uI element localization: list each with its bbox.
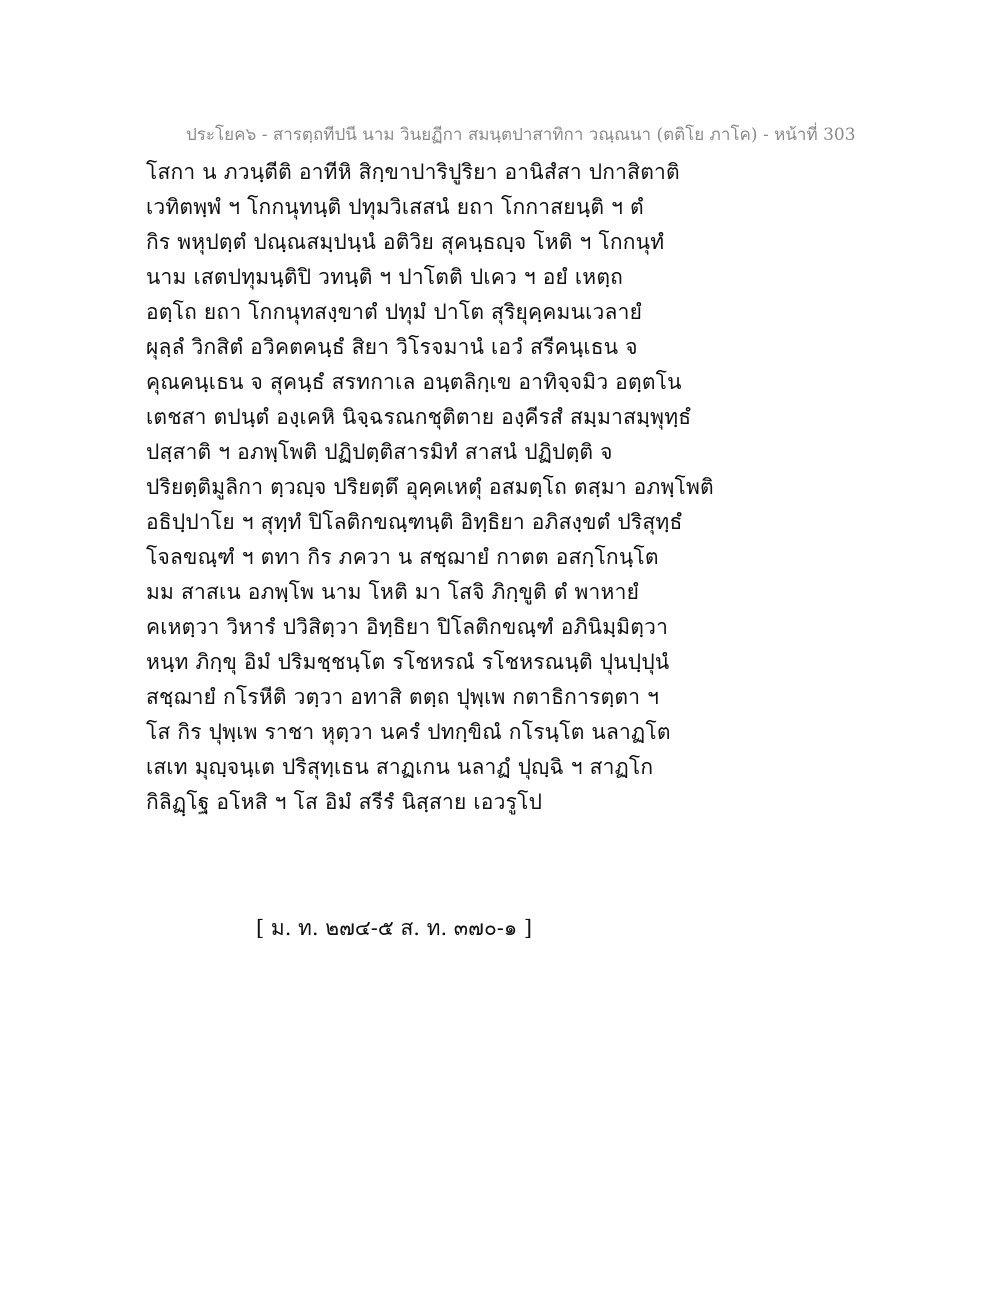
text-line: ปริยตฺติมูลิกา ตฺวญฺจ ปริยตฺตึ อุคฺคเหตุํ อสมตฺโถ ตสฺมา อภพฺโพติ [146, 475, 714, 499]
text-line: ปสฺสาติ ฯ อภพฺโพติ ปฏิปตฺติสารมิทํ สาสนํ ปฏิปตฺติ จ [146, 440, 613, 464]
text-line: สชฺฌายํ กโรหีติ วตฺวา อทาสิ ตตฺถ ปุพฺเพ กตาธิการตฺตา ฯ [146, 685, 660, 709]
text-line: กิร พหุปตฺตํ ปณฺณสมฺปนฺนํ อติวิย สุคนฺธญฺจ โหติ ฯ โกกนุทํ [146, 230, 665, 254]
text-line: อธิปฺปาโย ฯ สุทฺทํ ปิโลติกขณฺฑนฺติ อิทฺธิยา อภิสงฺขตํ ปริสุทฺธํ [146, 510, 683, 534]
text-line: โสกา น ภวนฺตีติ อาทีหิ สิกฺขาปาริปูริยา อานิสํสา ปกาสิตาติ [146, 160, 680, 184]
text-line: เตชสา ตปนฺตํ องฺเคหิ นิจฺฉรณกชุติตาย องฺคีรสํ สมฺมาสมฺพุทฺธํ [146, 405, 692, 429]
text-line: อตฺโถ ยถา โกกนุทสงฺขาตํ ปทุมํ ปาโต สุริยุคฺคมนเวลายํ [146, 300, 643, 324]
text-line: นาม เสตปทุมนฺติปิ วทนฺติ ฯ ปาโตติ ปเคว ฯ อยํ เหตฺถ [146, 265, 624, 289]
text-line: เสเท มุญฺจนฺเต ปริสุทฺเธน สาฏเกน นลาฏํ ปุญฺฉิ ฯ สาฏโก [146, 755, 654, 779]
text-line: คุณคนฺเธน จ สุคนฺธํ สรทกาเล อนฺตลิกฺเข อาทิจฺจมิว อตฺตโน [146, 370, 682, 394]
text-line: ผุลฺลํ วิกสิตํ อวิคตคนฺธํ สิยา วิโรจมานํ เอวํ สรีคนฺเธน จ [146, 335, 638, 359]
body-text [146, 155, 714, 820]
text-line: โส กิร ปุพฺเพ ราชา หุตฺวา นครํ ปทกฺขิณํ กโรนฺโต นลาฏโต [146, 720, 671, 744]
text-line: หนฺท ภิกฺขุ อิมํ ปริมชฺชนฺโต รโชหรณํ รโชหรณนฺติ ปุนปฺปุนํ [146, 650, 670, 674]
text-line: โจลขณฺฑํ ฯ ตทา กิร ภควา น สชฺฌายํ กาตต อสกฺโกนฺโต [146, 545, 659, 569]
text-line: เวทิตพฺพํ ฯ โกกนุทนฺติ ปทุมวิเสสนํ ยถา โกกาสยนฺติ ฯ ตํ [146, 195, 644, 219]
text-line: คเหตฺวา วิหารํ ปวิสิตฺวา อิทฺธิยา ปิโลติกขณฺฑํ อภินิมฺมิตฺวา [146, 615, 669, 639]
text-line: มม สาสเน อภพฺโพ นาม โหติ มา โสจิ ภิกฺขูติ ตํ พาหายํ [146, 580, 640, 604]
source-reference: [ ม. ท. ๒๗๔-๕ ส. ท. ๓๗๐-๑ ] [256, 916, 533, 940]
running-header: ประโยค๖ - สารตฺถทีปนี นาม วินยฏีกา สมนฺตปาสาทิกา วณฺณนา (ตติโย ภาโค) - หน้าที่ 303 [186, 125, 856, 145]
text-line: กิลิฏฺโฐ อโหสิ ฯ โส อิมํ สรีรํ นิสฺสาย เอวรูโป [146, 790, 543, 814]
